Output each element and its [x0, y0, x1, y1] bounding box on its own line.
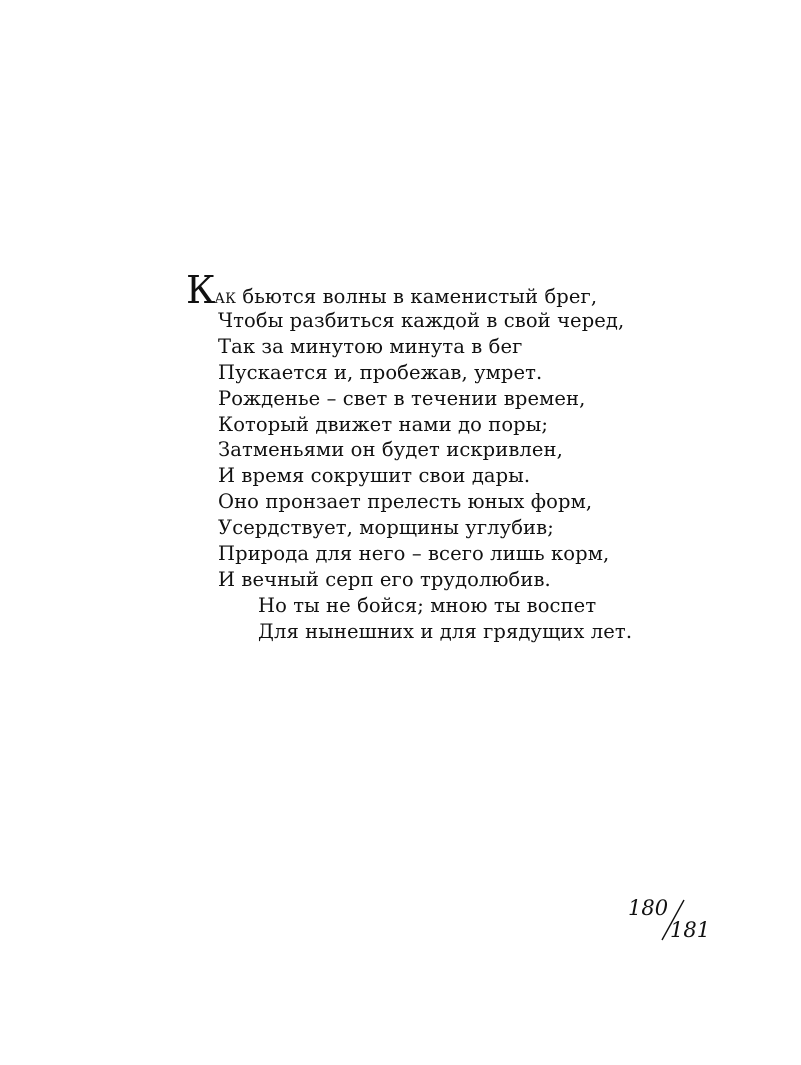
- poem-line-9: Оно пронзает прелесть юных форм,: [218, 490, 593, 514]
- poem-line-11: Природа для него – всего лишь корм,: [218, 542, 610, 566]
- first-line-text: бьются волны в каменистый брег,: [236, 285, 598, 308]
- couplet-line-2: Для нынешних и для грядущих лет.: [258, 619, 633, 643]
- poem-line-10: Усердствует, морщины углубив;: [218, 516, 554, 540]
- couplet-line-1: Но ты не бойся; мною ты воспет: [258, 593, 597, 617]
- right-page-number: 181: [670, 918, 711, 942]
- poem: [186, 268, 706, 645]
- left-page-number: 180: [628, 896, 669, 920]
- poem-line-4: Пускается и, пробежав, умрет.: [218, 360, 543, 384]
- poem-line-6: Который движет нами до поры;: [218, 412, 549, 436]
- poem-line-1: [186, 268, 706, 312]
- poem-line-3: Так за минутою минута в бег: [218, 334, 523, 358]
- drop-cap: К: [186, 268, 215, 312]
- poem-line-8: И время сокрушит свои дары.: [218, 464, 531, 488]
- poem-line-7: Затменьями он будет искривлен,: [218, 438, 563, 462]
- poem-line-5: Рожденье – свет в течении времен,: [218, 386, 586, 410]
- poem-line-12: И вечный серп его трудолюбив.: [218, 567, 551, 591]
- poem-line-2: Чтобы разбиться каждой в свой черед,: [218, 309, 625, 332]
- first-line-small-caps: ак: [214, 285, 237, 308]
- page-numbers: [628, 896, 718, 956]
